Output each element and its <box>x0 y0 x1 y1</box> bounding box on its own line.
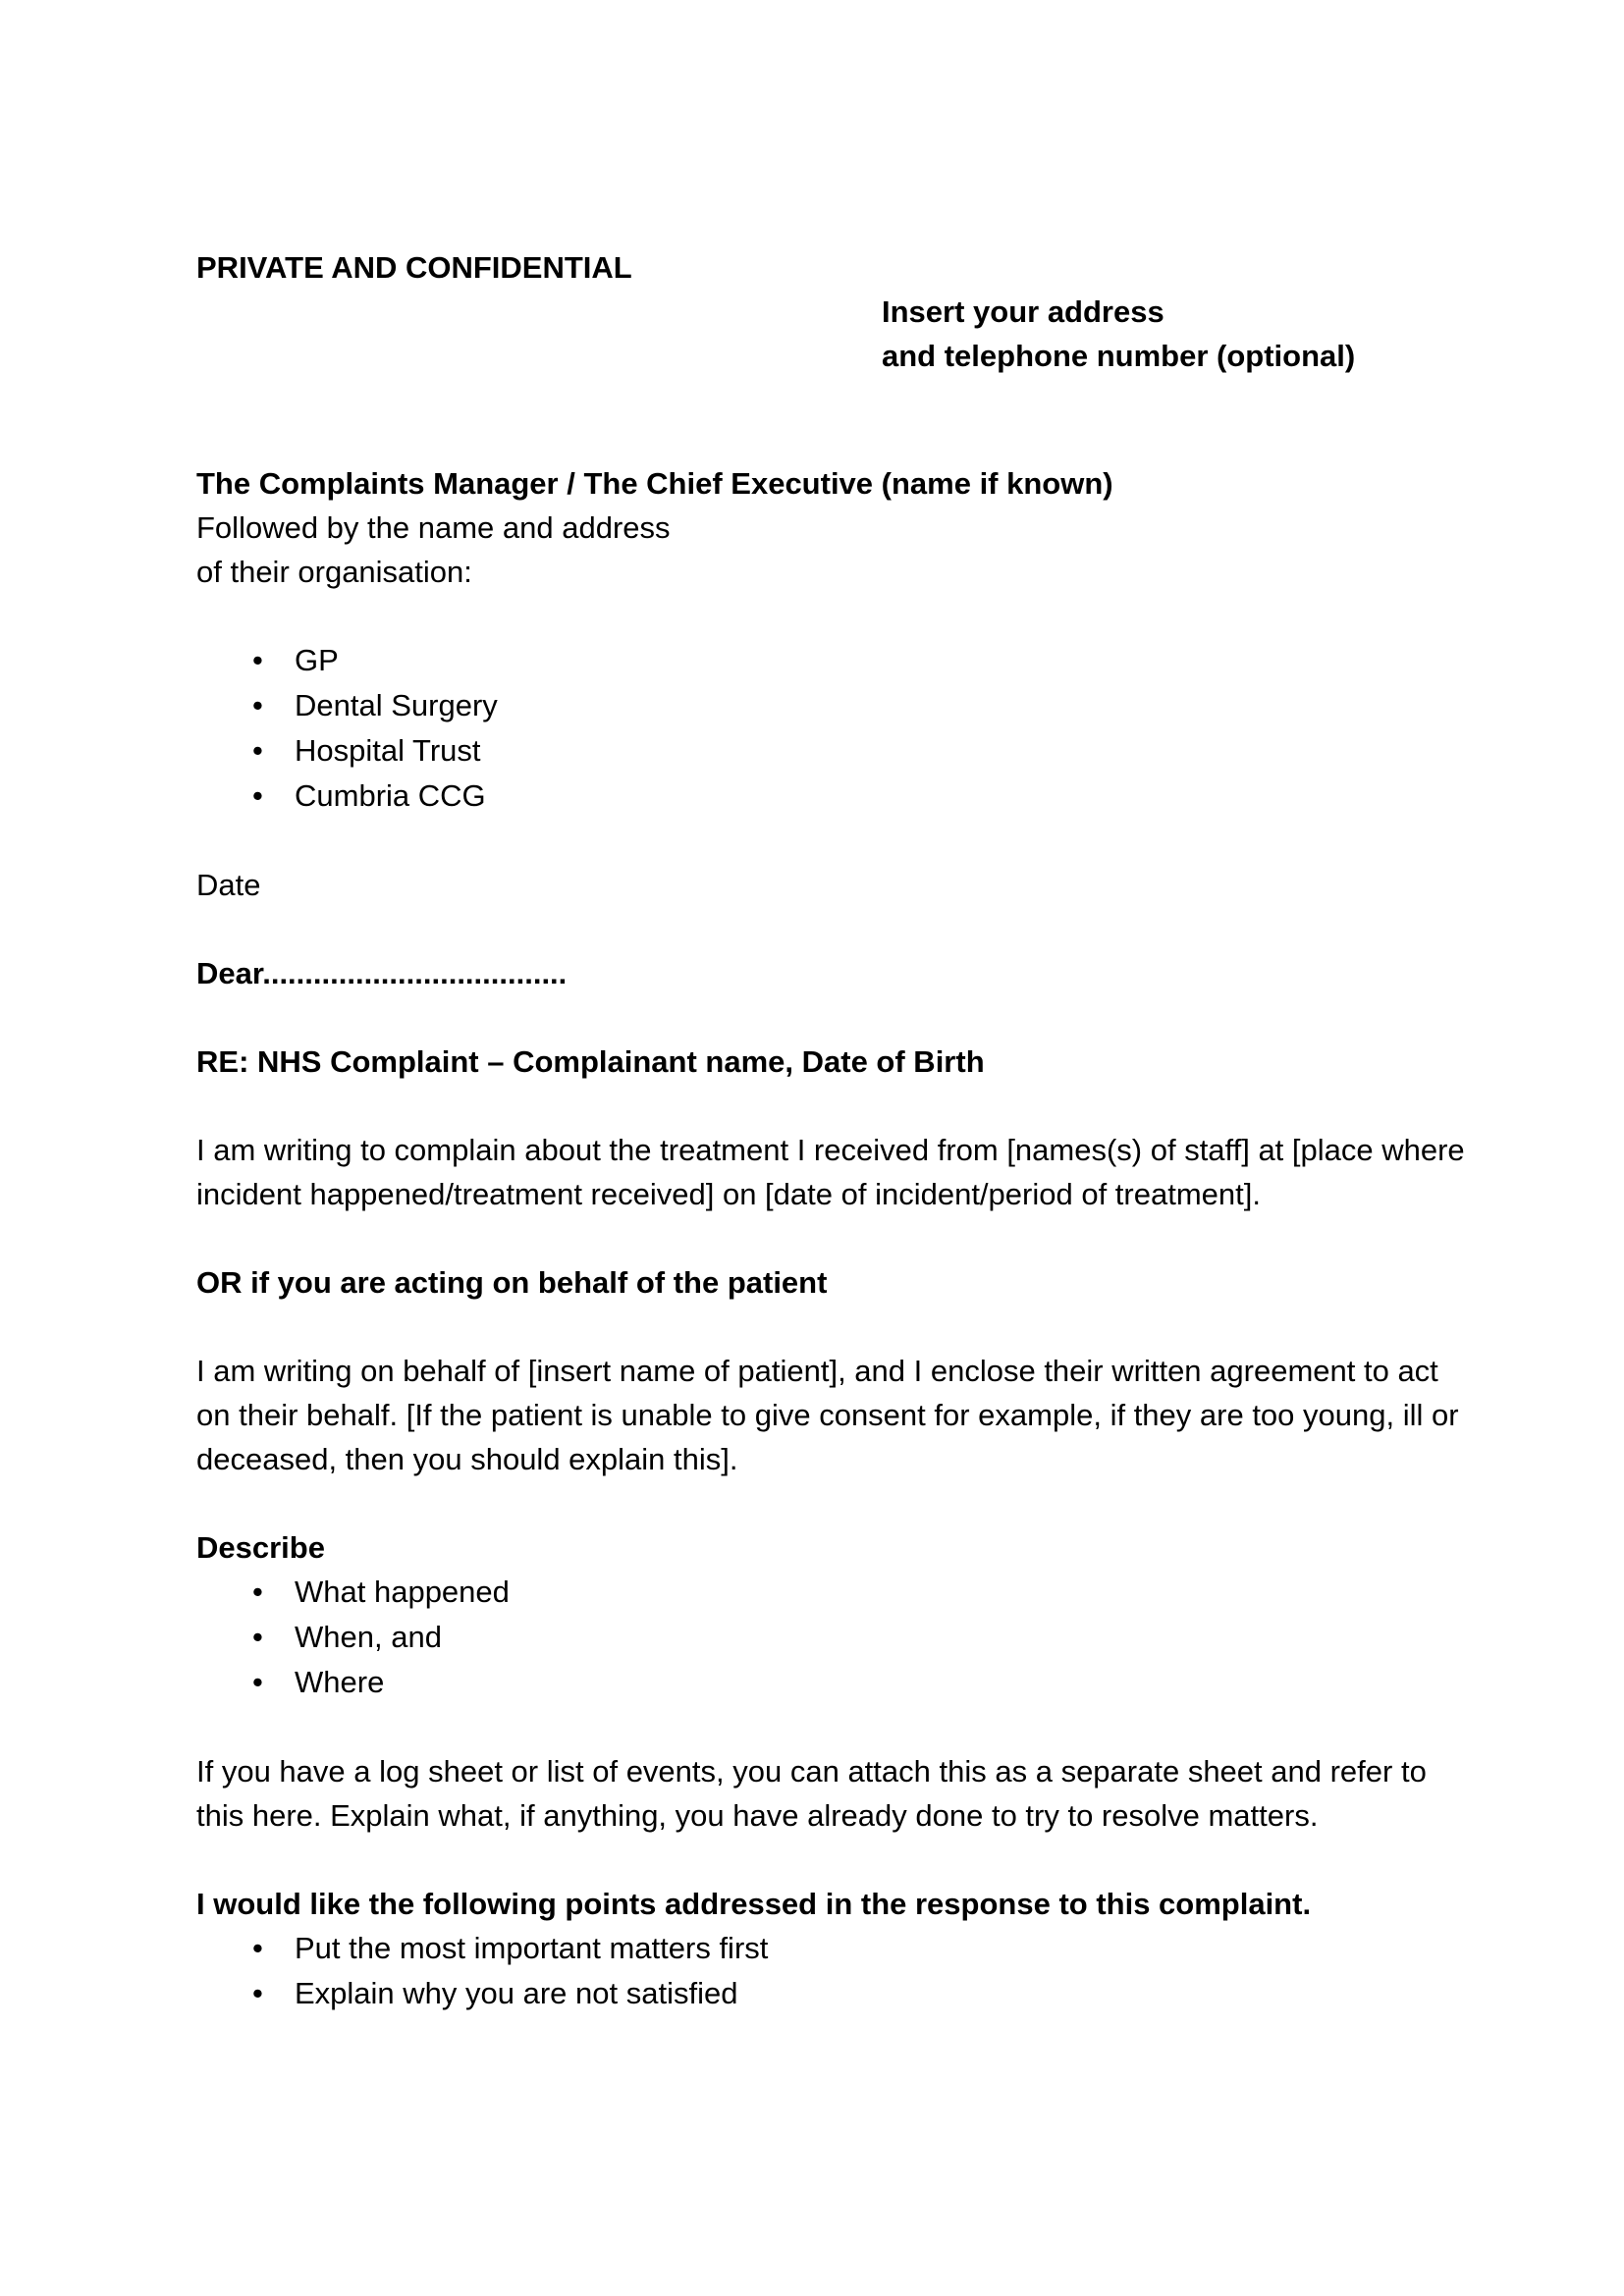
address-note <box>196 290 1477 378</box>
list-item: • Where <box>295 1660 1477 1705</box>
list-item: • Explain why you are not satisfied <box>295 1971 1477 2016</box>
list-item: • Dental Surgery <box>295 683 1477 728</box>
subject-line: RE: NHS Complaint – Complainant name, Date of Birth <box>196 1044 985 1079</box>
address-note-line-1: Insert your address <box>882 294 1164 329</box>
behalf-heading: OR if you are acting on behalf of the patient <box>196 1265 828 1300</box>
behalf-paragraph: I am writing on behalf of [insert name of patient], and I enclose their written agreement to act on their behalf. [If the patient is unable to give consent for example, if they are too young, ill or deceased, then you should explain this]. <box>196 1354 1459 1476</box>
confidential-label: PRIVATE AND CONFIDENTIAL <box>196 250 632 285</box>
list-item: • GP <box>295 638 1477 683</box>
points-list <box>196 1926 1477 2016</box>
describe-heading: Describe <box>196 1530 325 1565</box>
points-heading: I would like the following points addressed in the response to this complaint. <box>196 1887 1312 1921</box>
date-label: Date <box>196 868 261 902</box>
list-item: • Cumbria CCG <box>295 774 1477 819</box>
intro-paragraph: I am writing to complain about the treatment I received from [names(s) of staff] at [place where incident happened/treatment received] on [date of incident/period of treatment]. <box>196 1133 1465 1211</box>
describe-list <box>196 1570 1477 1705</box>
list-item: • What happened <box>295 1570 1477 1615</box>
address-note-line-2: and telephone number (optional) <box>882 339 1356 373</box>
list-item: • When, and <box>295 1615 1477 1660</box>
recipient-line-2: Followed by the name and address <box>196 510 671 545</box>
recipient-line-3: of their organisation: <box>196 555 472 589</box>
salutation: Dear.................................... <box>196 956 568 990</box>
recipient-heading: The Complaints Manager / The Chief Executive (name if known) <box>196 466 1113 501</box>
log-paragraph: If you have a log sheet or list of events, you can attach this as a separate sheet and refer to this here. Explain what, if anything, you have already done to try to resolve matters. <box>196 1754 1427 1833</box>
list-item: • Put the most important matters first <box>295 1926 1477 1971</box>
list-item: • Hospital Trust <box>295 728 1477 774</box>
recipient-block <box>196 461 1477 594</box>
organisation-list <box>196 638 1477 819</box>
